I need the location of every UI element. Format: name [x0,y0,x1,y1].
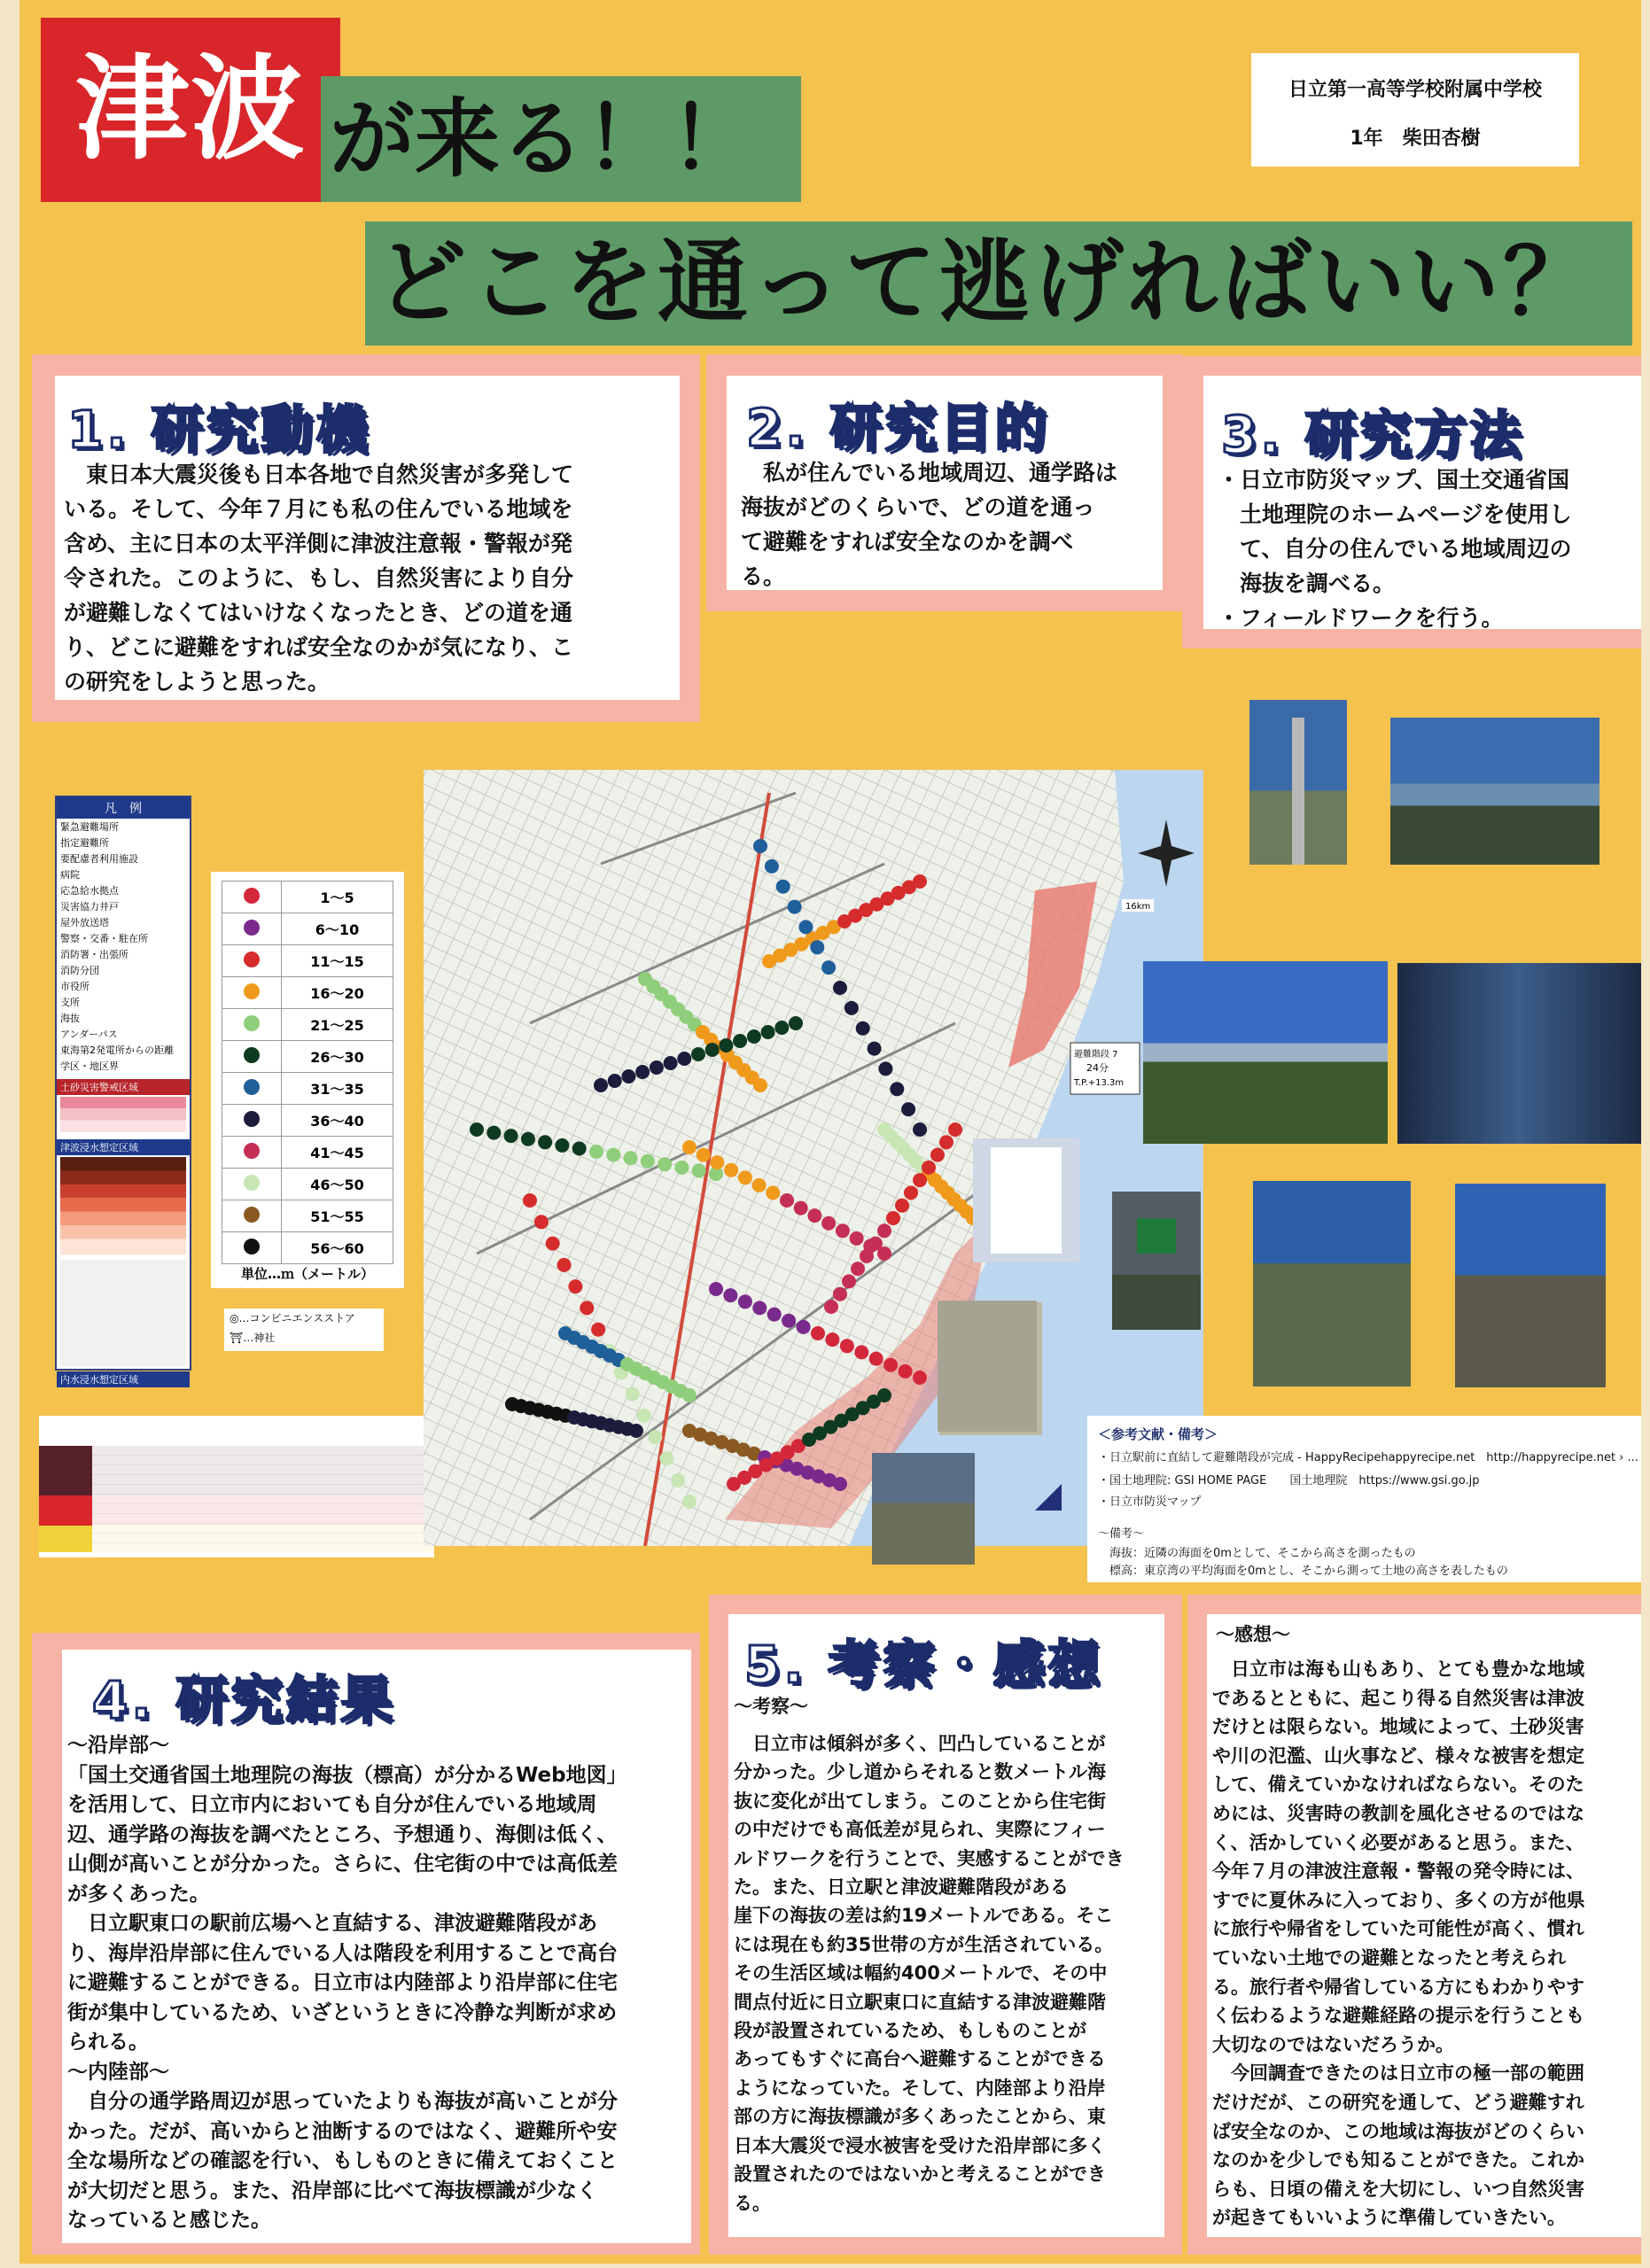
section2-text: 私が住んでいる地域周辺、通学路は 海抜がどのくらいで、どの道を通っ て避難をすれば安全なのかを調べ る。 [741,460,1118,589]
elevation-range: 1～5 [282,882,393,913]
elevation-marker [568,1279,582,1293]
elevation-range: 31～35 [282,1073,393,1105]
elevation-marker [626,1387,640,1402]
elevation-row [222,1169,393,1200]
elevation-marker [629,1424,643,1438]
elevation-marker [836,1223,850,1238]
legend-item: 警察・交番・駐在所 [60,933,148,944]
elevation-row [222,1009,393,1041]
section1-card [55,376,680,700]
elevation-color-dot [244,1047,260,1063]
elevation-marker [789,1016,803,1030]
elevation-marker [747,1029,761,1044]
elevation-marker [671,1473,685,1487]
elevation-marker [594,1078,608,1092]
elevation-marker [825,1332,839,1347]
elevation-row [222,1200,393,1232]
elevation-marker [674,1161,689,1175]
elevation-marker [677,1052,691,1066]
elevation-marker [868,1042,882,1056]
section6-card [1207,1614,1641,2237]
section5-sub: 〜考察〜 [734,1696,808,1717]
elevation-marker [774,1021,789,1035]
elevation-marker [621,1069,635,1084]
elevation-marker [682,1388,697,1402]
legend-tsunami: 津波浸水想定区域 [57,1139,190,1155]
section4-card [62,1650,691,2243]
elevation-range: 16～20 [282,977,393,1009]
elevation-marker [776,880,790,894]
references-box [1087,1416,1641,1582]
section6-text: 日立市は海も山もあり、とても豊かな地域 であるとともに、起こり得る自然災害は津波 だけとは限らない。地域によって、土砂災害 や川の氾濫、山火事など、様々な被害を想定 して、備えていかなければならない。そのた めには、災害時の教訓を風化させるのではな く、活かしていく必要があると思う。また、 今年７月の津波注意報・警報の発令時には、 すでに夏休みに入っており、多くの方が他県 に旅行や帰省をしていた可能性が高く、慣れ ていない土地での避難となったと考えられ る。旅行者や帰省している方にもわかりやす く伝わるような避難経路の提示を行うことも 大切なのではないだろうか。 今回調査できたのは日立市の極一部の範囲 だけだが、この研究を通して、どう避難すれ ば安全なのか、この地域は海抜がどのくらい なのかを少しでも知ることができた。これか らも、日頃の備えを大切にし、いつ自然災害 が起きてもいいように準備していきたい。 [1212,1658,1585,2229]
elevation-marker [738,1294,752,1309]
elevation-marker [922,1161,936,1175]
elevation-row [222,1041,393,1073]
elevation-marker [486,1126,501,1140]
elevation-marker [904,1185,918,1200]
references-title: ＜参考文献・備考＞ [1098,1426,1218,1442]
map-tag-line3: T.P.+13.3m [1074,1078,1125,1088]
elevation-marker [719,1038,733,1052]
elevation-marker [521,1132,535,1146]
map-graphic [424,757,1203,1546]
reference-3: ・日立市防災マップ [1098,1495,1202,1509]
legend-item: 災害協力井戸 [60,901,119,913]
elevation-marker [538,1135,552,1149]
elevation-marker [523,1193,537,1208]
elevation-marker [572,1141,587,1155]
elevation-marker [901,1102,915,1116]
elevation-marker [939,1135,953,1149]
elevation-marker [913,874,927,889]
elevation-color-dot [244,1143,260,1159]
map-symbols [224,1309,384,1351]
section3-heading: 3. 研究方法 [1221,405,1525,465]
legend-item: 学区・地区界 [60,1060,119,1072]
elevation-color-dot [244,1239,260,1254]
photo-sea-level-pole [872,1453,975,1565]
section4-text: 〜沿岸部〜 「国土交通省国土地理院の海抜（標高）が分かるWeb地図」 を活用して、日立市内においても自分が住んでいる地域周 辺、通学路の海抜を調べたところ、予想通り、海側は低く、 山側が高いことが分かった。さらに、住宅街の中では高低差 が多くあった。 日立駅東口の駅前広場へと直結する、津波避難階段があ り、海岸沿岸部に住んでいる人は階段を利用することで高台 に避難することができる。日立市は内陸部より沿岸部に住宅 街が集中しているため、いざというときに冷静な判断が求め られる。 〜内陸部〜 自分の通学路周辺が思っていたよりも海抜が高いことが分 かった。だが、高いからと油断するのではなく、避難所や安 全な場所などの確認を行い、もしものときに備えておくこと が大切だと思う。また、沿岸部に比べて海抜標識が少なく なっていると感じた。 [67,1734,627,2232]
photo-tower-stairs [1253,1181,1411,1386]
elevation-marker [470,1122,484,1137]
section4-heading: 4. 研究結果 [92,1670,396,1730]
elevation-range: 26～30 [282,1041,393,1073]
elevation-marker [948,1122,962,1137]
elevation-color-dot [244,951,260,967]
elevation-marker [844,1001,859,1015]
elevation-marker [869,1352,883,1366]
elevation-marker [868,1237,883,1251]
elevation-row [222,913,393,945]
elevation-marker [635,1065,650,1079]
conbini-symbol: ◎…コンビニエンスストア [230,1312,355,1324]
elevation-marker [780,1193,794,1208]
elevation-range: 21～25 [282,1009,393,1041]
legend-item: 海抜 [60,1013,80,1024]
photo-walkway [1455,1184,1606,1387]
elevation-marker [851,1262,865,1276]
elevation-marker [738,1170,752,1184]
elevation-marker [606,1148,620,1162]
elevation-marker [794,1201,808,1216]
section6-sub: 〜感想〜 [1216,1624,1290,1645]
legend-item: 応急給水拠点 [60,885,119,897]
elevation-marker [821,1216,836,1231]
elevation-marker [705,1043,720,1057]
elevation-unit: 単位…ｍ（メートル） [240,1266,374,1282]
elevation-marker [753,1078,767,1092]
author-name: 1年 柴田杏樹 [1350,128,1481,150]
elevation-range: 41～45 [282,1137,393,1169]
elevation-color-dot [244,1175,260,1191]
elevation-color-dot [244,983,260,999]
section5-card [728,1614,1164,2237]
legend-item: 病院 [60,869,80,881]
elevation-marker [810,940,824,954]
elevation-marker [659,1451,673,1465]
elevation-marker [753,839,767,853]
title-line2: どこを通って逃げればいい？ [365,221,1632,346]
elevation-marker [650,1060,664,1075]
reference-link-2[interactable]: ・国土地理院: GSI HOME PAGE 国土地理院 https://www.gsi.go.jp [1098,1474,1480,1487]
elevation-marker [860,1249,874,1263]
elevation-marker [766,1185,780,1200]
elevation-row [222,1105,393,1137]
elevation-marker [842,1274,856,1288]
elevation-marker [856,1021,870,1036]
elevation-range: 36～40 [282,1105,393,1137]
photo-bridge [1390,718,1599,865]
legend-item: 指定避難所 [60,837,109,849]
elevation-marker [557,1258,572,1272]
elevation-marker [658,1157,672,1171]
elevation-marker [710,1155,724,1169]
elevation-marker [752,1301,767,1315]
elevation-marker [608,1074,622,1088]
elevation-color-dot [244,1015,260,1031]
section5-heading: 5. 考察・感想 [744,1635,1103,1695]
elevation-marker [824,1300,838,1314]
elevation-marker [534,1215,549,1229]
map-tag-line1: 避難階段 7 [1074,1050,1118,1060]
elevation-range: 56～60 [282,1232,393,1264]
elevation-range: 11～15 [282,945,393,977]
section2-card [727,376,1163,590]
elevation-marker [682,1140,697,1154]
elevation-marker [877,1388,891,1402]
elevation-row [222,1232,393,1264]
elevation-marker [811,1326,825,1340]
map-legend [55,796,191,1386]
legend-item: 屋外放送塔 [60,917,109,928]
section1-text: 東日本大震災後も日本各地で自然災害が多発して いる。そして、今年７月にも私の住んでいる地域を 含め、主に日本の太平洋側に津波注意報・警報が発 令された。このように、もし、自然災害により自分 が避難しなくてはいけなくなったとき、どの道を通 り、どこに避難をすれば安全なのかが気になり、こ の研究をしようと思った。 [64,462,574,695]
elevation-table [222,881,393,1264]
elevation-marker [883,1358,898,1372]
elevation-marker [797,1320,811,1334]
shrine-symbol: ⛩…神社 [230,1332,276,1344]
elevation-marker [591,1323,605,1337]
elevation-marker [546,1237,560,1251]
poster [19,0,1641,2264]
note-kaibatsu: 海抜：近隣の海面を0mとして、そこから高さを測ったもの [1098,1547,1416,1560]
map-tag-line2: 24分 [1086,1062,1109,1074]
elevation-color-dot [244,1207,260,1223]
elevation-row [222,882,393,913]
elevation-marker [854,1345,868,1359]
elevation-marker [555,1138,569,1153]
elevation-marker [807,1208,821,1223]
elevation-row [222,945,393,977]
school-name: 日立第一高等学校附属中学校 [1288,79,1542,101]
elevation-marker [691,1047,705,1061]
elevation-marker [589,1145,603,1159]
photo-glass-hall [1397,963,1641,1144]
author-box [1251,53,1579,167]
legend-item: 緊急避難場所 [60,821,119,833]
elevation-marker [504,1129,518,1143]
elevation-marker [664,1056,678,1070]
elevation-marker [895,1199,909,1213]
elevation-marker [765,859,779,874]
elevation-key [211,872,404,1288]
elevation-range: 51～55 [282,1200,393,1232]
elevation-marker [723,1288,737,1302]
notes-heading: 〜備考〜 [1098,1527,1145,1541]
tsunami-info-table [39,1416,434,1557]
elevation-row [222,1137,393,1169]
section3-card [1203,376,1641,629]
legend-item: 支所 [60,997,80,1008]
elevation-marker [913,1173,927,1187]
elevation-marker [899,1364,913,1379]
elevation-marker [913,1371,927,1385]
elevation-marker [821,960,836,975]
elevation-marker [850,1231,864,1246]
legend-item: 要配慮者利用施設 [60,853,138,865]
elevation-marker [930,1148,945,1162]
elevation-marker [761,1025,775,1039]
title-red-block: 津波 [41,18,340,202]
elevation-marker [833,1477,847,1491]
section3-text: ・日立市防災マップ、国土交通省国 土地理院のホームページを使用し て、自分の住んでいる地域周辺の 海抜を調べる。 ・フィールドワークを行う。 [1218,467,1572,631]
elevation-marker [833,981,847,995]
elevation-marker [886,1211,900,1225]
elevation-marker [752,1178,767,1192]
elevation-marker [709,1282,723,1296]
note-hyoukou: 標高：東京湾の平均海面を0mとし、そこから測って土地の高さを表したもの [1098,1565,1508,1578]
elevation-color-dot [244,920,260,936]
legend-landslide: 土砂災害警戒区域 [57,1079,190,1095]
elevation-marker [798,920,813,934]
elevation-color-dot [244,888,260,904]
elevation-marker [733,1034,747,1048]
elevation-marker [840,1339,854,1353]
photo-station-plaza [1143,961,1388,1144]
elevation-marker [697,1148,711,1162]
elevation-marker [782,1314,796,1328]
elevation-range: 46～50 [282,1169,393,1200]
elevation-marker [641,1154,655,1169]
legend-item: 消防署・出張所 [60,949,128,960]
section5-text: 日立市は傾斜が多く、凹凸していることが 分かった。少し道からそれると数メートル海 抜に変化が出てしまう。このことから住宅街 の中だけでも高低差が見られ、実際にフィー ルドワークを行うことで、実感することができ た。また、日立駅と津波避難階段がある 崖下の海抜の差は約19メートルである。そこ には現在も約35世帯の方が生活されている。 その生活区域は幅約400メートルで、その中 間点付近に日立駅東口に直結する津波避難階 段が設置されているため、もしものことが あってもすぐに高台へ避難することができる ようになっていた。そして、内陸部より沿岸 部の方に海抜標識が多くあったことから、東 日本大震災で浸水被害を受けた沿岸部に多く 設置されたのではないかと考えることができ る。 [734,1733,1125,2214]
elevation-color-dot [244,1111,260,1127]
elevation-marker [637,1409,651,1423]
elevation-marker [913,1122,927,1137]
elevation-marker [682,1495,697,1509]
legend-item: 消防分団 [60,965,99,976]
elevation-marker [878,1061,892,1076]
legend-item: アンダーパス [60,1029,118,1040]
section1-heading: 1. 研究動機 [67,400,371,460]
elevation-marker [877,1223,891,1238]
elevation-marker [833,1287,847,1301]
reference-link-1[interactable]: ・日立駅前に直結して避難階段が完成 - HappyRecipehappyrecipe.net http://happyrecipe.net › ... [1098,1451,1638,1464]
legend-item: 東海第2発電所からの距離 [60,1045,174,1056]
legend-item: 市役所 [60,981,90,992]
photo-pole [1249,700,1347,865]
title-line1: が来る！！ [321,76,801,202]
elevation-color-dot [244,1079,260,1095]
legend-title: 凡 例 [57,797,190,819]
elevation-marker [624,1151,638,1165]
elevation-row [222,977,393,1009]
elevation-marker [648,1430,662,1444]
legend-inland: 内水浸水想定区域 [57,1371,190,1387]
photo-evac-sign [1112,1192,1201,1330]
elevation-row [222,1073,393,1105]
elevation-range: 6～10 [282,913,393,945]
elevation-marker [580,1301,594,1315]
photo-sea-level-sign [938,1301,1037,1432]
section2-heading: 2. 研究目的 [746,398,1050,458]
elevation-marker [692,1163,706,1177]
elevation-map [424,757,1203,1546]
elevation-marker [788,900,802,914]
elevation-marker [767,1308,782,1322]
elevation-marker [890,1082,904,1096]
elevation-marker [724,1163,738,1177]
map-scale: 16km [1125,902,1151,912]
